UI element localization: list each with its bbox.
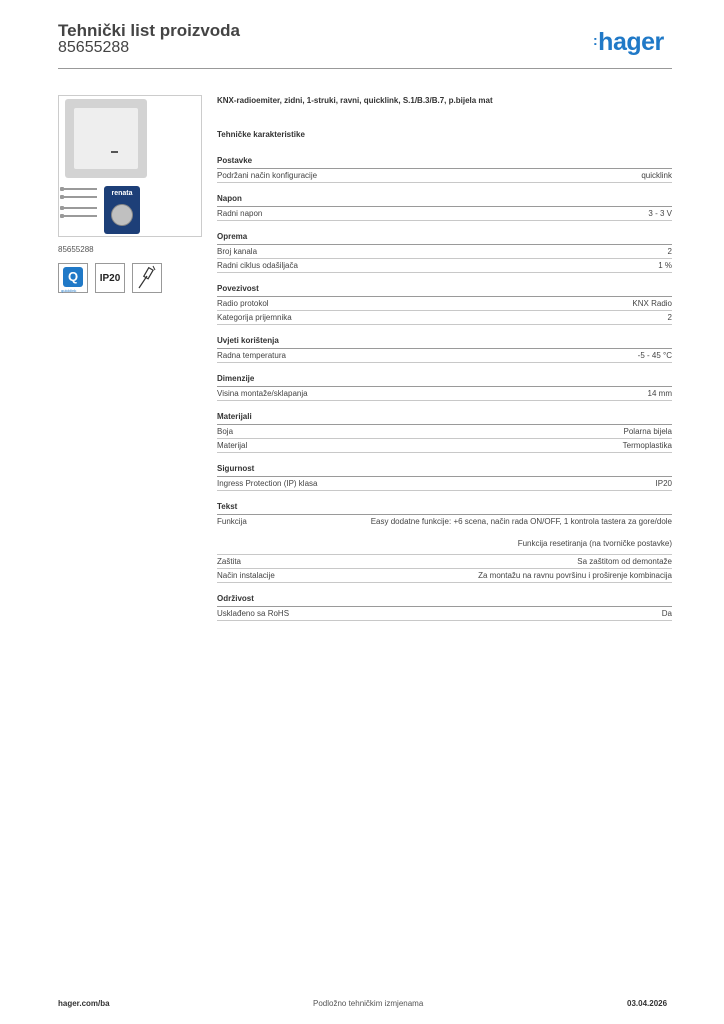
logo-text: hager — [598, 28, 664, 56]
spec-value: 2 — [667, 313, 672, 322]
spec-key: Način instalacije — [217, 571, 275, 580]
spec-value: 2 — [667, 247, 672, 256]
spec-value: 3 - 3 V — [648, 209, 672, 218]
section-title: Sigurnost — [217, 463, 672, 477]
spec-key: Podržani način konfiguracije — [217, 171, 318, 180]
screw — [63, 188, 97, 190]
page-title: Tehnički list proizvoda — [58, 21, 240, 40]
switch-rocker — [74, 108, 138, 169]
section-title: Održivost — [217, 593, 672, 607]
spec-key: Broj kanala — [217, 247, 258, 256]
spec-value: Termoplastika — [622, 441, 672, 450]
screw — [63, 207, 97, 209]
spec-key: Materijal — [217, 441, 248, 450]
spec-row — [217, 311, 672, 325]
section-title: Napon — [217, 193, 672, 207]
battery-brand: renata — [111, 190, 133, 197]
section-title: Oprema — [217, 231, 672, 245]
spec-row — [217, 515, 672, 555]
spec-value: Polarna bijela — [623, 427, 672, 436]
spec-key: Radna temperatura — [217, 351, 286, 360]
spec-value: Easy dodatne funkcije: +6 scena, način rada ON/OFF, 1 kontrola tastera za gore/dole — [370, 517, 672, 526]
switch-plate — [65, 99, 147, 178]
spec-key: Kategorija prijemnika — [217, 313, 292, 322]
spec-row — [217, 207, 672, 221]
spec-key: Visina montaže/sklapanja — [217, 389, 308, 398]
spec-value: Da — [661, 609, 672, 618]
screw — [63, 215, 97, 217]
spec-value-extra: Funkcija resetiranja (na tvorničke postavke) — [517, 539, 672, 548]
spec-value: IP20 — [655, 479, 672, 488]
spec-value: KNX Radio — [632, 299, 672, 308]
spec-key: Funkcija — [217, 517, 247, 526]
article-number: 85655288 — [58, 39, 130, 56]
quicklink-badge — [58, 263, 88, 293]
quicklink-label: quicklink — [61, 288, 77, 293]
footer-date: 03.04.2026 — [627, 999, 668, 1008]
screw — [63, 196, 97, 198]
section-title: Postavke — [217, 155, 672, 169]
spec-key: Radni ciklus odašiljača — [217, 261, 298, 270]
section-title: Materijali — [217, 411, 672, 425]
spec-row — [217, 555, 672, 569]
product-image — [58, 95, 202, 237]
section-title: Uvjeti korištenja — [217, 335, 672, 349]
spec-row — [217, 569, 672, 583]
spec-key: Boja — [217, 427, 234, 436]
mounting-screws — [63, 185, 101, 225]
spec-key: Ingress Protection (IP) klasa — [217, 479, 318, 488]
spec-row — [217, 425, 672, 439]
footer-note: Podložno tehničkim izmjenama — [313, 999, 424, 1008]
spec-row — [217, 259, 672, 273]
ip20-badge: IP20 — [95, 263, 125, 293]
spec-value: Sa zaštitom od demontaže — [577, 557, 672, 566]
spec-key: Zaštita — [217, 557, 242, 566]
product-description: KNX-radioemiter, zidni, 1-struki, ravni, quicklink, S.1/B.3/B.7, p.bijela mat — [217, 96, 493, 105]
spec-heading: Tehničke karakteristike — [217, 130, 305, 139]
section-title: Tekst — [217, 501, 672, 515]
spec-row — [217, 245, 672, 259]
spec-key: Radio protokol — [217, 299, 269, 308]
hager-logo — [593, 28, 664, 57]
section-title: Dimenzije — [217, 373, 672, 387]
spec-key: Usklađeno sa RoHS — [217, 609, 290, 618]
spec-row — [217, 169, 672, 183]
coin-cell — [111, 204, 133, 226]
spec-value: 14 mm — [647, 389, 672, 398]
logo-dots: : — [593, 32, 598, 48]
spec-row — [217, 607, 672, 621]
spec-value: quicklink — [641, 171, 672, 180]
spec-value: 1 % — [658, 261, 672, 270]
tool-badge — [132, 263, 162, 293]
screwdriver-icon — [133, 264, 161, 292]
led-indicator — [111, 151, 118, 153]
spec-value: Za montažu na ravnu površinu i proširenje kombinacija — [478, 571, 672, 580]
spec-row — [217, 477, 672, 491]
section-title: Povezivost — [217, 283, 672, 297]
footer-website[interactable]: hager.com/ba — [58, 999, 110, 1008]
spec-row — [217, 349, 672, 363]
spec-row — [217, 439, 672, 453]
spec-value: -5 - 45 °C — [637, 351, 672, 360]
spec-key: Radni napon — [217, 209, 263, 218]
spec-row — [217, 297, 672, 311]
header-rule — [58, 68, 672, 69]
spec-row — [217, 387, 672, 401]
quicklink-icon: Q — [63, 267, 83, 287]
battery-pack — [104, 186, 140, 234]
image-label: 85655288 — [58, 245, 94, 254]
